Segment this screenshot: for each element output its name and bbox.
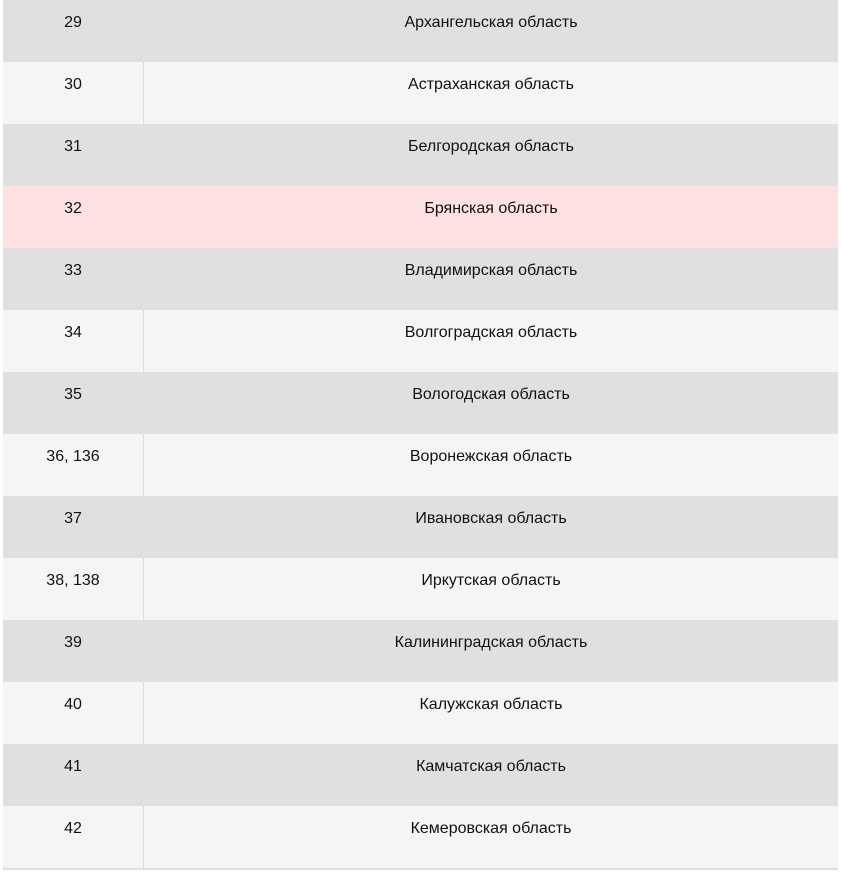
table-row <box>3 806 838 868</box>
region-name-cell: Белгородская область <box>408 138 574 155</box>
region-code-cell: 34 <box>3 310 144 372</box>
region-code-cell: 39 <box>64 634 82 651</box>
region-code-cell: 31 <box>64 138 82 155</box>
region-code-cell: 42 <box>3 806 144 868</box>
region-name-cell: Калининградская область <box>394 634 588 651</box>
region-code-cell: 35 <box>64 386 82 403</box>
table-row <box>3 372 838 434</box>
region-code-cell: 36, 136 <box>3 434 144 496</box>
table-row <box>3 558 838 620</box>
region-name-cell: Кемеровская область <box>410 820 572 837</box>
region-code-cell: 37 <box>64 510 82 527</box>
region-name-cell: Астраханская область <box>408 76 574 93</box>
region-code-cell: 40 <box>3 682 144 744</box>
region-name-cell: Волгоградская область <box>404 324 578 341</box>
table-row-highlighted <box>3 186 838 248</box>
region-name-cell: Иркутская область <box>421 572 561 589</box>
table-row <box>3 62 838 124</box>
region-name-cell: Владимирская область <box>404 262 578 279</box>
table-row <box>3 310 838 372</box>
region-name-cell: Воронежская область <box>409 448 573 465</box>
region-name-cell: Калужская область <box>419 696 563 713</box>
region-name-cell: Камчатская область <box>416 758 566 775</box>
table-row <box>3 124 838 186</box>
region-name-cell: Ивановская область <box>415 510 567 527</box>
table-row <box>3 434 838 496</box>
region-code-cell: 38, 138 <box>3 558 144 620</box>
region-code-cell: 29 <box>64 14 82 31</box>
table-row <box>3 0 838 62</box>
region-name-cell: Вологодская область <box>412 386 570 403</box>
region-name-cell: Архангельская область <box>404 14 578 31</box>
region-code-cell: 33 <box>64 262 82 279</box>
region-code-cell: 30 <box>3 62 144 124</box>
table-row <box>3 620 838 682</box>
table-row <box>3 744 838 806</box>
table-row <box>3 248 838 310</box>
region-name-cell: Брянская область <box>424 200 558 217</box>
table-row <box>3 682 838 744</box>
region-code-cell: 32 <box>64 200 82 217</box>
region-codes-table <box>3 0 838 870</box>
table-row <box>3 496 838 558</box>
region-code-cell: 41 <box>64 758 82 775</box>
